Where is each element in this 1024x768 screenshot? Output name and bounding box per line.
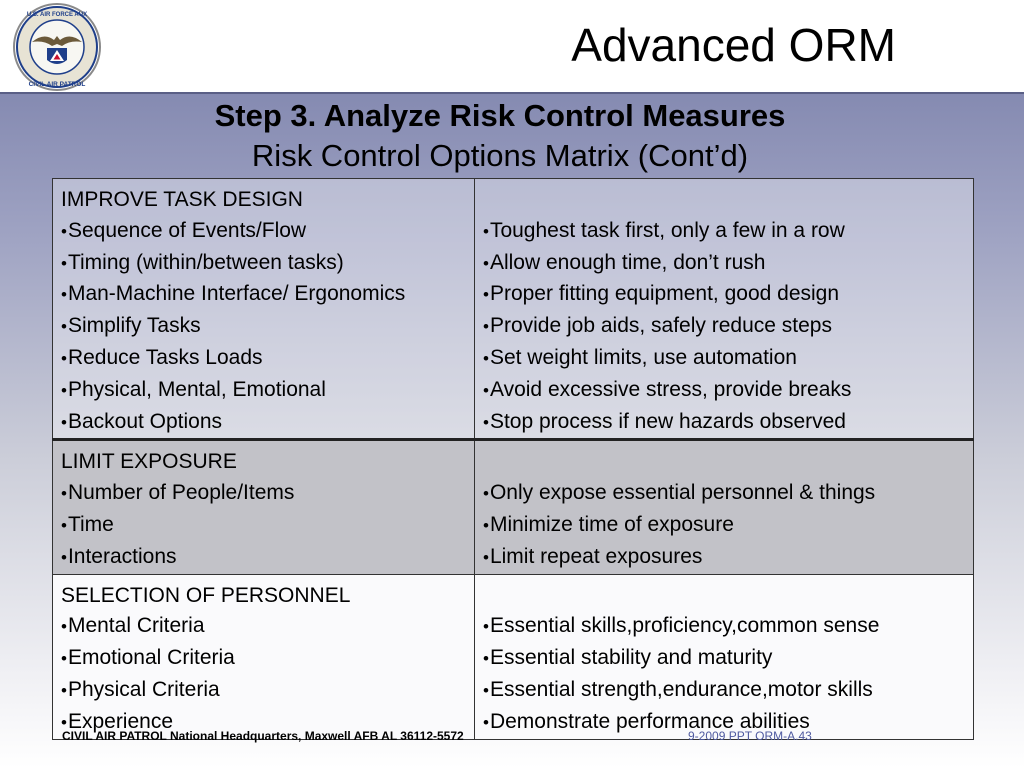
- matrix-row-selection-of-personnel: [53, 574, 974, 739]
- svg-text:CIVIL AIR PATROL: CIVIL AIR PATROL: [28, 81, 86, 88]
- matrix-row-improve-task-design: [53, 179, 974, 440]
- action-item: • Provide job aids, safely reduce steps: [483, 311, 965, 343]
- actions-cell: [475, 440, 974, 574]
- category-label: LIMIT EXPOSURE: [61, 450, 237, 474]
- option-item: • Man-Machine Interface/ Ergonomics: [61, 279, 466, 311]
- option-item: • Mental Criteria: [61, 611, 466, 643]
- option-item: • Sequence of Events/Flow: [61, 216, 466, 248]
- options-cell: [53, 440, 475, 574]
- option-item: • Timing (within/between tasks): [61, 248, 466, 280]
- actions-cell: [475, 179, 974, 440]
- action-item: • Stop process if new hazards observed: [483, 407, 965, 439]
- header-bar: [0, 0, 1024, 94]
- matrix-row-limit-exposure: [53, 440, 974, 574]
- options-cell: [53, 574, 475, 739]
- spacer: [483, 581, 965, 612]
- option-item: • Backout Options: [61, 407, 466, 439]
- actions-cell: [475, 574, 974, 739]
- footer-slide-code: 9-2009 PPT ORM-A.43: [688, 729, 812, 743]
- options-cell: [53, 179, 475, 440]
- svg-text:U.S. AIR FORCE AUX: U.S. AIR FORCE AUX: [26, 12, 88, 18]
- option-item: • Simplify Tasks: [61, 311, 466, 343]
- action-item: • Essential strength,endurance,motor skills: [483, 675, 965, 707]
- option-item: • Experience: [61, 707, 466, 739]
- option-item: • Time: [61, 510, 466, 542]
- page-title: Advanced ORM: [571, 19, 896, 71]
- risk-control-matrix: [52, 178, 974, 740]
- action-item: • Toughest task first, only a few in a row: [483, 216, 965, 248]
- action-item: • Allow enough time, don’t rush: [483, 248, 965, 280]
- action-item: • Minimize time of exposure: [483, 510, 965, 542]
- footer-organization: CIVIL AIR PATROL National Headquarters, Maxwell AFB AL 36112-5572: [62, 729, 464, 743]
- option-item: • Physical Criteria: [61, 675, 466, 707]
- option-item: • Reduce Tasks Loads: [61, 343, 466, 375]
- action-item: • Essential skills,proficiency,common sense: [483, 611, 965, 643]
- spacer: [483, 185, 965, 216]
- action-item: • Essential stability and maturity: [483, 643, 965, 675]
- action-item: • Only expose essential personnel & things: [483, 478, 965, 510]
- spacer: [483, 447, 965, 478]
- category-label: IMPROVE TASK DESIGN: [61, 188, 303, 211]
- action-item: • Demonstrate performance abilities: [483, 707, 965, 739]
- action-item: • Proper fitting equipment, good design: [483, 279, 965, 311]
- option-item: • Emotional Criteria: [61, 643, 466, 675]
- category-label: SELECTION OF PERSONNEL: [61, 583, 351, 607]
- slide-subheading: Risk Control Options Matrix (Cont’d): [251, 138, 749, 173]
- cap-auxiliary-seal-icon: [6, 2, 108, 92]
- action-item: • Limit repeat exposures: [483, 542, 965, 574]
- slide-heading: Step 3. Analyze Risk Control Measures: [214, 98, 786, 133]
- action-item: • Set weight limits, use automation: [483, 343, 965, 375]
- option-item: • Number of People/Items: [61, 478, 466, 510]
- action-item: • Avoid excessive stress, provide breaks: [483, 375, 965, 407]
- option-item: • Interactions: [61, 542, 466, 574]
- option-item: • Physical, Mental, Emotional: [61, 375, 466, 407]
